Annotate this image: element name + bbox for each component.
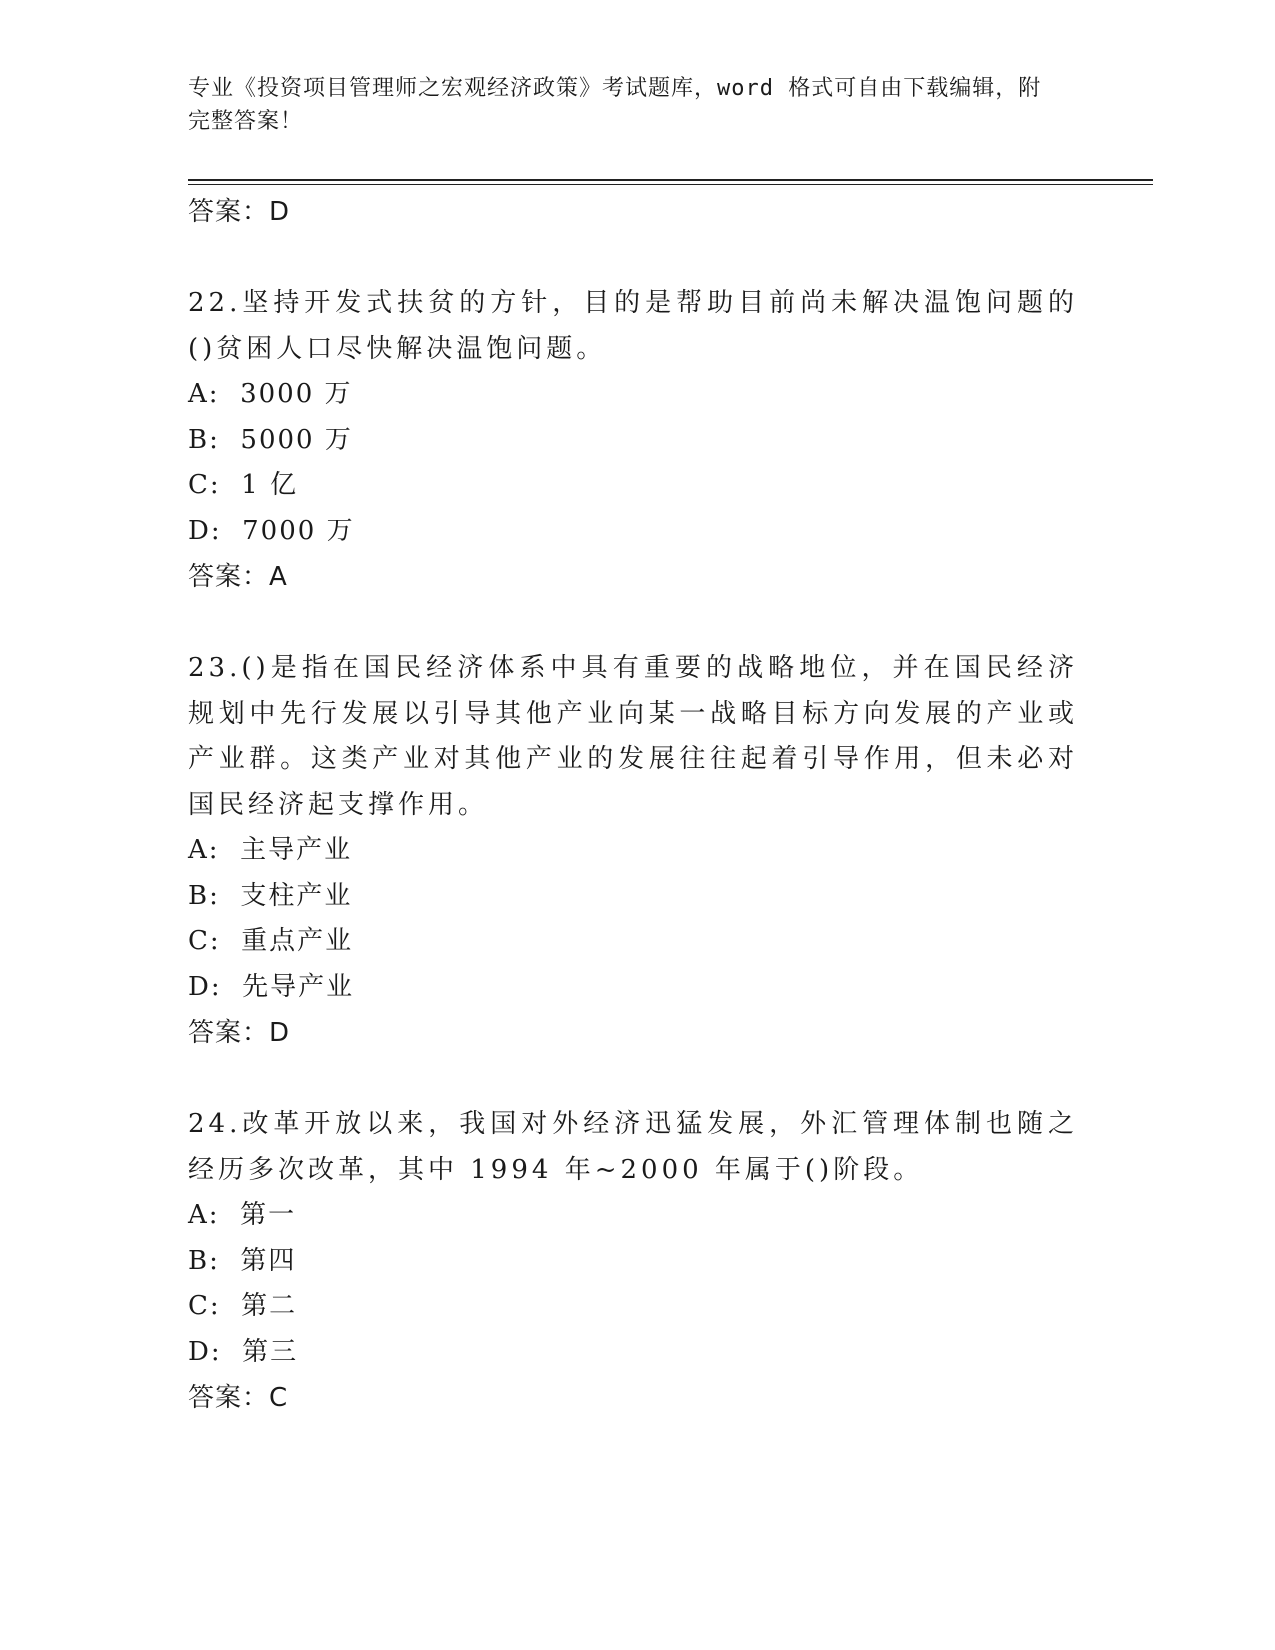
option-d: D: 第三	[188, 1336, 299, 1367]
answer: 答案：C	[188, 1383, 289, 1413]
option-c: C: 重点产业	[188, 926, 354, 956]
question-stem: 24.改革开放以来，我国对外经济迅猛发展，外汇管理体制也随之经历多次改革，其中 1994 年~2000 年属于()阶段。	[188, 1109, 1078, 1185]
question-list	[188, 189, 1078, 1421]
question-23	[188, 646, 1078, 1056]
option-b: B: 支柱产业	[188, 880, 353, 911]
answer: 答案：D	[188, 1018, 291, 1048]
option-c: C: 1 亿	[188, 470, 298, 500]
option-a: A: 主导产业	[188, 835, 353, 865]
answer: 答案：A	[188, 562, 288, 592]
option-b: B: 5000 万	[188, 424, 353, 455]
previous-answer: 答案：D	[188, 197, 291, 227]
option-c: C: 第二	[188, 1291, 298, 1321]
option-a: A: 第一	[188, 1200, 297, 1230]
question-stem: 23.()是指在国民经济体系中具有重要的战略地位，并在国民经济规划中先行发展以引导其他产业向某一战略目标方向发展的产业或产业群。这类产业对其他产业的发展往往起着引导作用，但未必对国民经济起支撑作用。	[188, 653, 1078, 820]
option-b: B: 第四	[188, 1245, 297, 1276]
question-stem: 22.坚持开发式扶贫的方针，目的是帮助目前尚未解决温饱问题的()贫困人口尽快解决温饱问题。	[188, 288, 1078, 364]
question-22	[188, 281, 1078, 600]
header-divider-thick	[188, 179, 1153, 181]
question-24	[188, 1102, 1078, 1421]
option-d: D: 7000 万	[188, 515, 355, 546]
option-a: A: 3000 万	[188, 379, 353, 409]
document-header: 专业《投资项目管理师之宏观经济政策》考试题库，word 格式可自由下载编辑，附完整答案！	[188, 76, 1042, 134]
option-d: D: 先导产业	[188, 971, 355, 1002]
header-divider-thin	[188, 184, 1153, 185]
